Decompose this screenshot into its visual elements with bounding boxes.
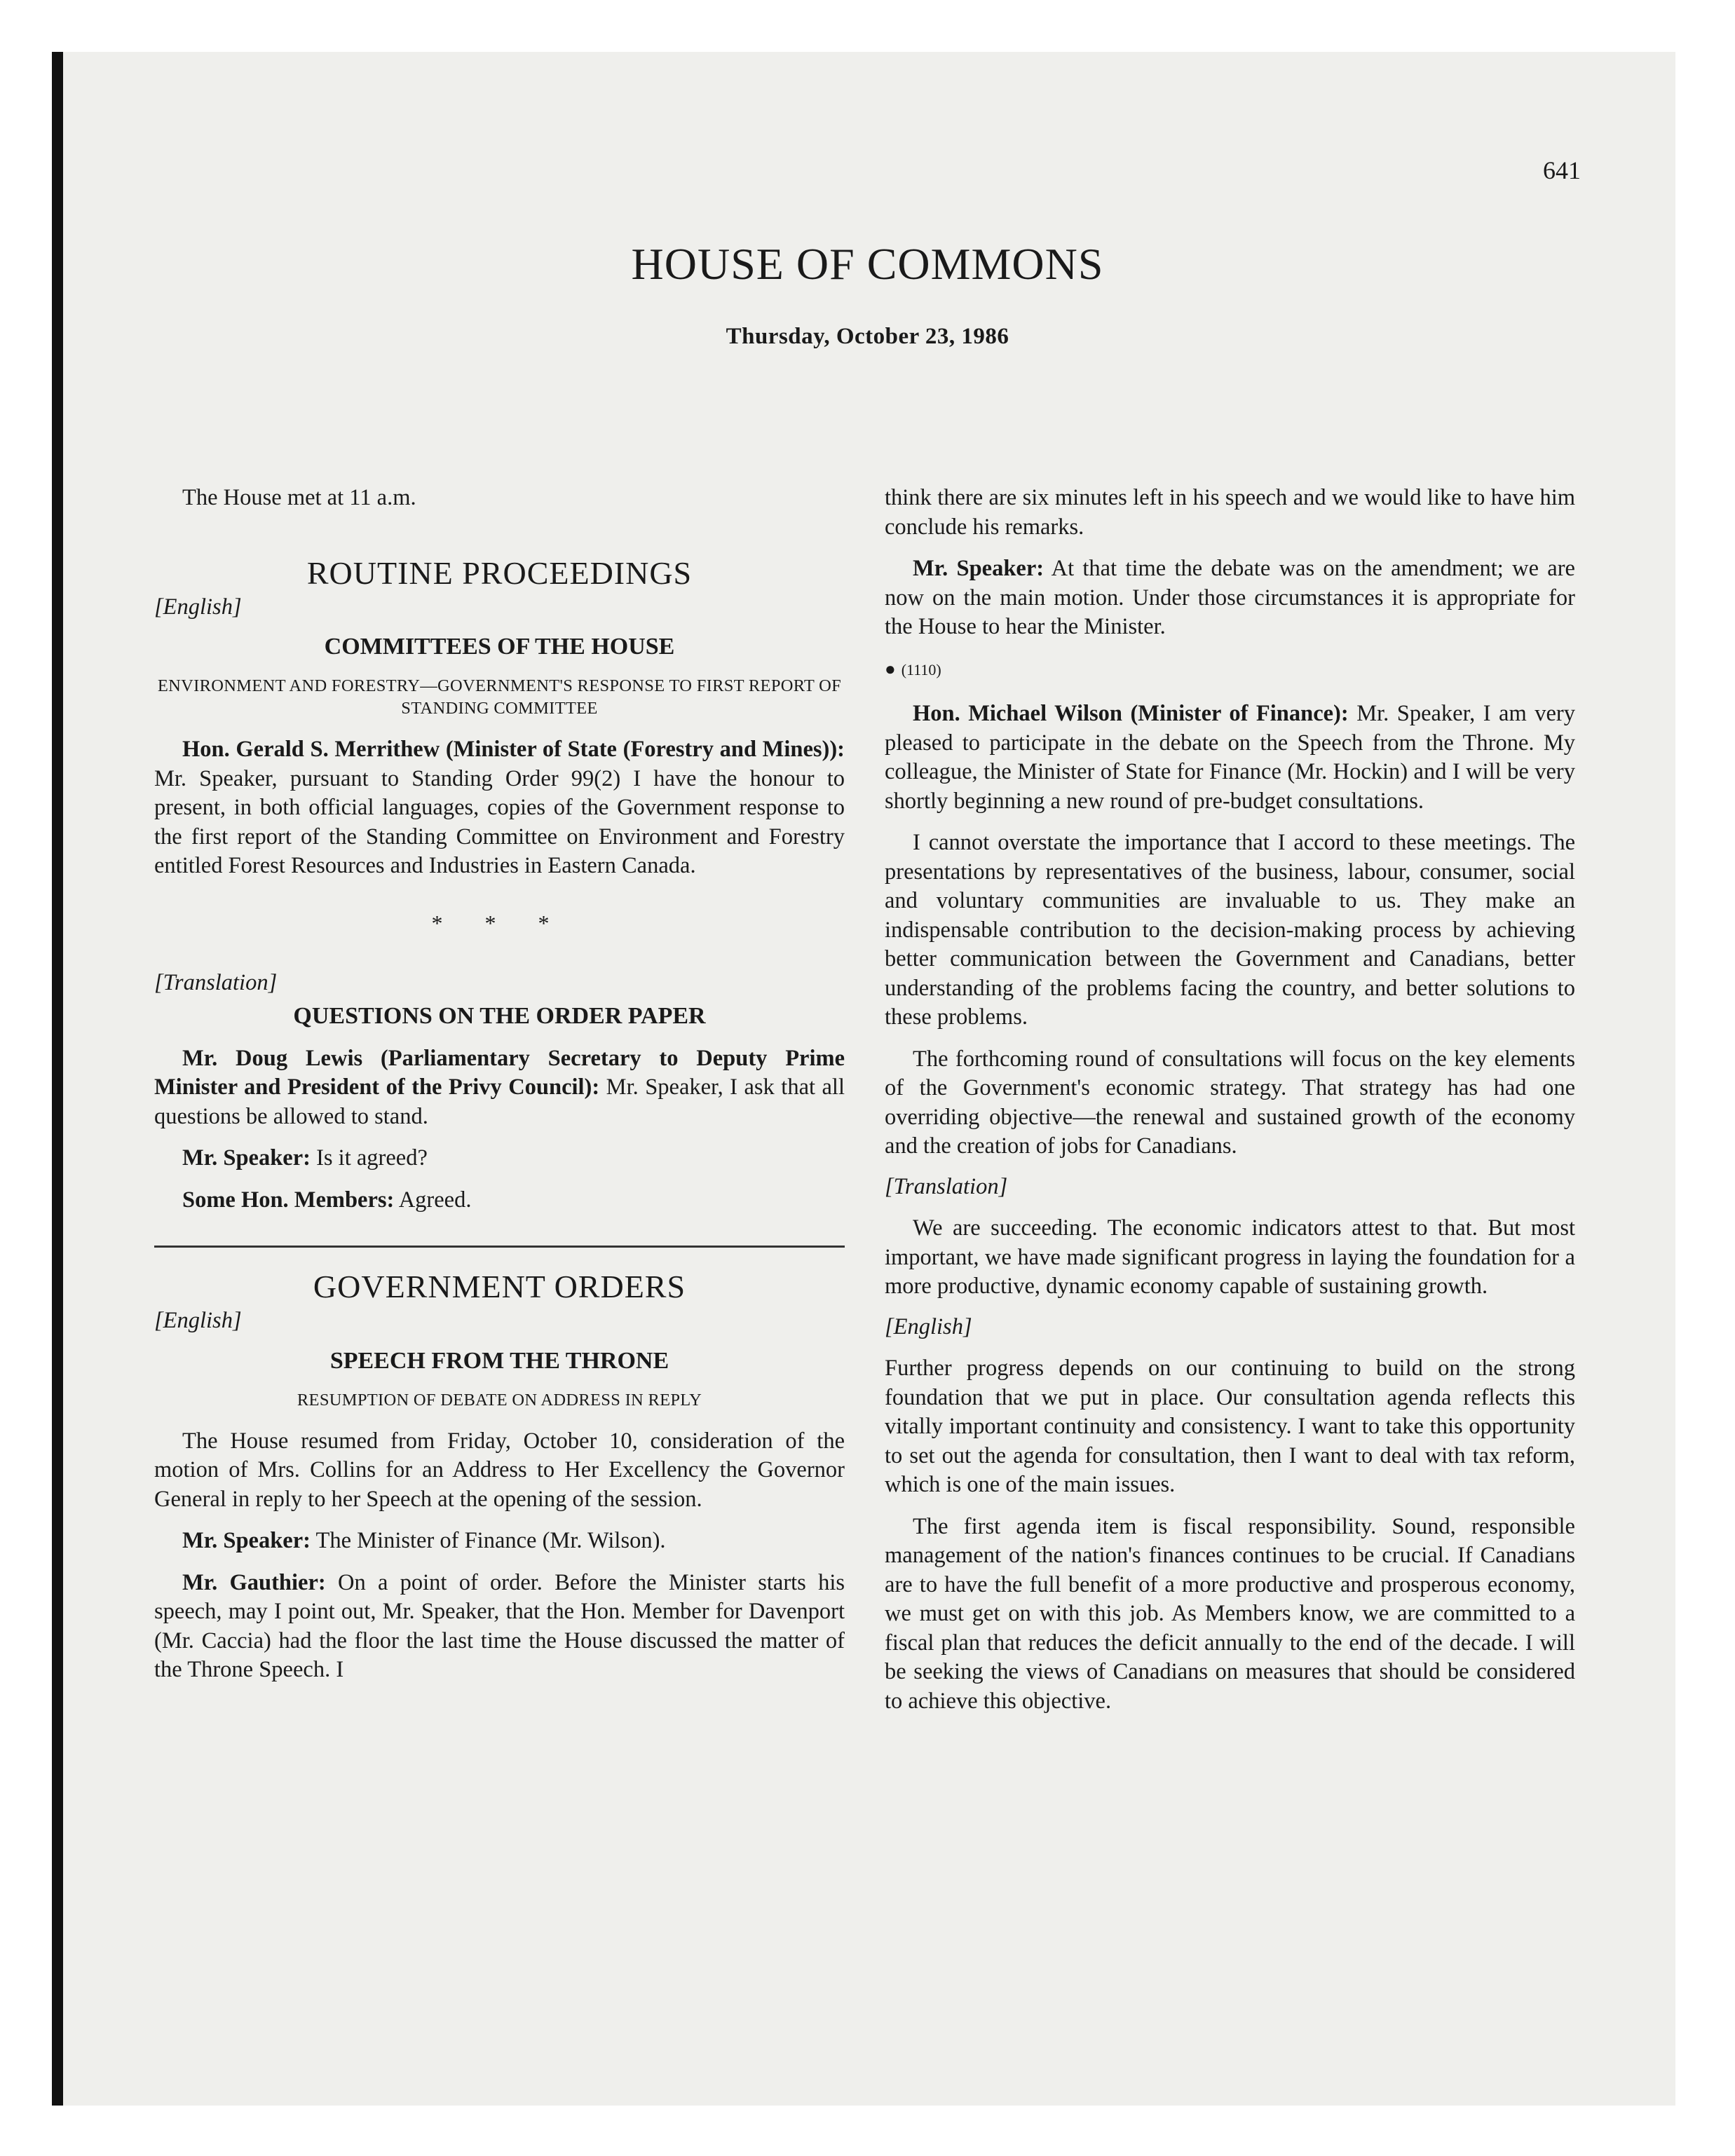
members-reply bbox=[154, 1186, 845, 1215]
continuation-paragraph: think there are six minutes left in his speech and we would like to have him conclude his remarks. bbox=[885, 485, 1575, 540]
time-stamp bbox=[885, 655, 1575, 685]
statement-text: At that time the debate was on the amendment; we are now on the main motion. Under those circumstances it is appropriate for the House to hear the Minister. bbox=[885, 556, 1575, 639]
committees-heading: COMMITTEES OF THE HOUSE bbox=[324, 634, 675, 660]
speaker-name: Mr. Speaker: bbox=[913, 556, 1045, 581]
page-title: HOUSE OF COMMONS bbox=[631, 239, 1104, 289]
statement-text: Agreed. bbox=[394, 1187, 472, 1213]
section-separator: * * * bbox=[431, 910, 568, 936]
body-paragraph: We are succeeding. The economic indicators attest to that. But most important, we have made significant progress in laying the foundation for a more productive, dynamic economy capable of sustaining growth. bbox=[885, 1215, 1575, 1299]
statement-text: Mr. Speaker, I ask that all questions be allowed to stand. bbox=[154, 1074, 845, 1129]
throne-speech-subheading: RESUMPTION OF DEBATE ON ADDRESS IN REPLY bbox=[297, 1390, 702, 1410]
opening-line: The House met at 11 a.m. bbox=[182, 485, 416, 510]
language-marker: [English] bbox=[154, 594, 242, 620]
government-orders-heading: GOVERNMENT ORDERS bbox=[313, 1269, 686, 1304]
merrithew-statement bbox=[154, 735, 845, 881]
language-marker: [English] bbox=[154, 1308, 242, 1333]
sitting-date: Thursday, October 23, 1986 bbox=[726, 324, 1009, 349]
section-rule bbox=[154, 1246, 845, 1248]
questions-heading: QUESTIONS ON THE ORDER PAPER bbox=[293, 1002, 706, 1029]
speaker-statement bbox=[154, 1527, 845, 1556]
speaker-name: Mr. Speaker: bbox=[182, 1528, 311, 1553]
speaker-name: Hon. Gerald S. Merrithew (Minister of State (Forestry and Mines)): bbox=[182, 737, 845, 762]
language-marker: [Translation] bbox=[154, 970, 278, 995]
body-paragraph: I cannot overstate the importance that I accord to these meetings. The presentations by representatives of the business, labour, consumer, social and voluntary communities are invaluable to us. They make an indispensable contribution to the decision-making process by achieving better communication between the Government and Canadians, better understanding of the problems facing the country, and better solutions to these problems. bbox=[885, 830, 1575, 1030]
speaker-question bbox=[154, 1144, 845, 1173]
statement-text: Mr. Speaker, pursuant to Standing Order 99(2) I have the honour to present, in both official languages, copies of the Government response to the first report of the Standing Committee on Environment and Forestry entitled Forest Resources and Industries in Eastern Canada. bbox=[154, 765, 845, 878]
bullet-icon: ● bbox=[885, 658, 896, 679]
speaker-ruling bbox=[885, 554, 1575, 642]
left-column bbox=[154, 484, 845, 1685]
scan-edge bbox=[52, 52, 63, 2106]
throne-speech-heading: SPEECH FROM THE THRONE bbox=[329, 1347, 669, 1374]
time-stamp-text: (1110) bbox=[901, 660, 941, 678]
language-marker: [Translation] bbox=[885, 1173, 1008, 1199]
language-marker: [English] bbox=[885, 1314, 972, 1339]
wilson-statement bbox=[885, 700, 1575, 816]
body-paragraph: Further progress depends on our continuing to build on the strong foundation that we put in place. Our consultation agenda reflects this vitally important continuity and consistency. I want to take this opportunity to set out the agenda for consultation, then I want to deal with tax reform, which is one of the main issues. bbox=[885, 1356, 1575, 1497]
statement-text: On a point of order. Before the Minister starts his speech, may I point out, Mr. Speaker, that the Hon. Member for Davenport (Mr. Caccia) had the floor the last time the House discussed the matter of the Throne Speech. I bbox=[154, 1569, 845, 1682]
statement-text: Mr. Speaker, I am very pleased to participate in the debate on the Speech from the Throne. My colleague, the Minister of State for Finance (Mr. Hockin) and I will be very shortly beginning a new round of pre-budget consultations. bbox=[885, 701, 1576, 814]
statement-text: Is it agreed? bbox=[310, 1145, 428, 1171]
speaker-name: Hon. Michael Wilson (Minister of Finance): bbox=[913, 701, 1349, 726]
speaker-name: Mr. Gauthier: bbox=[182, 1569, 326, 1595]
speaker-name: Some Hon. Members: bbox=[182, 1187, 395, 1213]
body-paragraph: The first agenda item is fiscal responsibility. Sound, responsible management of the nation's finances continues to be crucial. If Canadians are to have the full benefit of a more productive and prosperous economy, we must get on with this job. As Members know, we are committed to a fiscal plan that reduces the deficit annually to the end of the decade. I will be seeking the views of Canadians on measures that should be considered to achieve this objective. bbox=[885, 1513, 1575, 1714]
speaker-name: Mr. Speaker: bbox=[182, 1145, 311, 1171]
body-paragraph: The forthcoming round of consultations will focus on the key elements of the Government's economic strategy. That strategy has had one overriding objective—the renewal and sustained growth of the economy and the creation of jobs for Canadians. bbox=[885, 1046, 1575, 1159]
right-column bbox=[885, 484, 1575, 1716]
lewis-statement bbox=[154, 1044, 845, 1132]
speaker-name: Mr. Doug Lewis (Parliamentary Secretary to Deputy Prime Minister and President of the Privy Council): bbox=[154, 1045, 845, 1100]
resumption-paragraph: The House resumed from Friday, October 10, consideration of the motion of Mrs. Collins for an Address to Her Excellency the Governor General in reply to her Speech at the opening of the session. bbox=[154, 1428, 845, 1512]
statement-text: The Minister of Finance (Mr. Wilson). bbox=[310, 1528, 666, 1553]
page-number: 641 bbox=[1543, 156, 1581, 184]
committees-subheading: ENVIRONMENT AND FORESTRY—GOVERNMENT'S RESPONSE TO FIRST REPORT OF STANDING COMMITTEE bbox=[157, 676, 842, 718]
gauthier-statement bbox=[154, 1569, 845, 1685]
routine-proceedings-heading: ROUTINE PROCEEDINGS bbox=[306, 554, 693, 591]
